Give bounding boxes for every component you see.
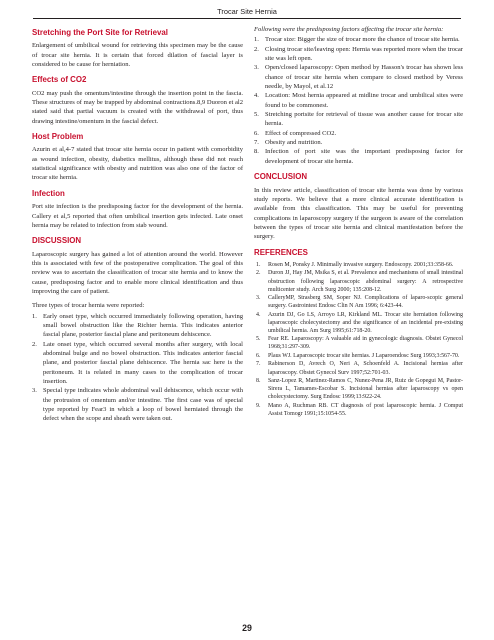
list-item: 2. Late onset type, which occurred several months after surgery, with local abdominal bulge and no bowel obstruction. This indicates anterior fascial plane, and posterior fascial plane dehiscence. The hernia sac here is the peritoneum. It is related in many cases to the complication of trocar insertion. (32, 340, 243, 385)
paragraph-discussion: Laparoscopic surgery has gained a lot of attention around the world. However this is associated with few of the postoperative complication. The goal of this review was to ascertain the classification of trocar site hernia and to know the cause, predisposing factor and to enable more clinical identification and thus improving the care of patient. (32, 250, 243, 295)
references-list (254, 261, 463, 418)
list-item: 4. Location: Most hernia appeared at midline trocar and umbilical sites were found to be commonest. (254, 92, 463, 109)
paragraph-host-problem: Azurin et al,4-7 stated that trocar site hernia occur in patient with comorbidity as wound infection, obesity, diabetics mellitus, although these did not reach statistical significance with obesity and nutrition was also one of the factor of trocar site hernia. (32, 146, 243, 182)
paragraph-infection: Port site infection is the predisposing factor for the development of the hernia. Callery et al,5 reported that often umbilical insertion gets infected. Late onset hernia may be related to infection from stab wound. (32, 203, 243, 229)
reference-item: 8. Sanz-Lopez R, Martinez-Ramos C, Nunez-Pena JR, Ruiz de Gopegui M, Pastor-Sirera L, Tamames-Escobar S. Incisional hernias after laparoscopy vs open cholecystectomy. Surg Endosc 1999;13:922-24. (256, 378, 463, 401)
list-item: 1. Trocar size: Bigger the size of trocar more the chance of trocar site hernia. (254, 36, 460, 44)
paragraph-factors-intro: Following were the predisposing factors affecting the trocar site hernia: (254, 26, 444, 33)
list-item: 1. Early onset type, which occurred immediately following operation, having small bowel obstruction like the Richter hernia. This indicates anterior fascial plane, posterior fascial plane and peritoneum dehiscence. (32, 312, 243, 339)
reference-item: 4. Azurin DJ, Go LS, Arroyo LR, Kirkland ML. Trocar site herniation following laparoscopic cholecystectomy and the significance of an incidental pre-existing umbilical hernia. Am Surg 1995;61:718-20. (256, 311, 463, 334)
list-item: 5. Stretching portsite for retrieval of tissue was another cause for trocar site hernia. (254, 111, 463, 128)
list-item: 2. Closing trocar site/leaving open: Hernia was reported more when the trocar site was left open. (254, 45, 463, 63)
reference-item: 1. Rosen M, Ponsky J. Minimally invasive surgery. Endoscopy. 2001;33:358-66. (256, 261, 454, 268)
list-item: 3. Open/closed laparoscopy: Open method by Hasson's trocar has shown less chance of trocar site hernia when compare to closed method by Veress needle, by Mayol, et al.12 (254, 64, 463, 91)
left-column (32, 25, 243, 430)
reference-item: 3. CalleryMP, Strasberg SM, Soper NJ. Complications of laparo-scopic general surgery. Gastrointest Endosc Clin N Am 1996; 6:423-44. (256, 295, 463, 310)
reference-item: 2. Duron JJ, Hay JM, Msika S, et al. Prevalence and mechanisms of small intestinal obstruction following laparoscopic abdominal surgery: A retrospective multicenter study. Arch Surg 2000; 135:208-12. (256, 270, 463, 293)
list-item: 8. Infection of port site was the important predisposing factor for development of trocar site hernia. (254, 148, 463, 165)
section-heading-host-problem: Host Problem (32, 132, 84, 142)
paragraph-conclusion: In this review article, classification of trocar site hernia was done by various study reports. We believe that a more clinical accurate identification is available from this classification. This may be useful for preventing complications in laparoscopy surgery if the surgeon is aware of the correlation between the types of trocar site hernia and clinical manifestation before the surgery. (254, 186, 463, 241)
header-rule (33, 18, 461, 19)
section-heading-stretching: Stretching the Port Site for Retrieval (32, 28, 168, 37)
reference-item: 6. Plaus WJ. Laparoscopic trocar site hernias. J Laparoendosc Surg 1993;3:567-70. (256, 352, 460, 359)
list-item: 6. Effect of compressed CO2. (254, 129, 337, 137)
section-heading-infection: Infection (32, 188, 65, 198)
reference-item: 9. Mano A, Ruchman RB. CT diagnosis of post laparoscopic hernia. J Comput Assist Tomogr 1991;15:1054-55. (256, 402, 463, 417)
section-heading-co2: Effects of CO2 (32, 75, 87, 85)
page-number: 29 (242, 623, 252, 633)
section-heading-conclusion: CONCLUSION (254, 172, 308, 182)
section-heading-references: REFERENCES (254, 247, 308, 257)
reference-item: 7. Rabinerson D, Avrech O, Neri A, Schoenfeld A. Incisional hernias after laparoscopy. Obstet Gynecol Surv 1997;52:701-03. (256, 361, 463, 376)
hernia-types-list (32, 312, 243, 424)
section-heading-discussion: DISCUSSION (32, 236, 82, 246)
reference-item: 5. Fear RE. Laparoscopy: A valuable aid in gynecologic diagnosis. Obstet Gynecol 1968;31:297-309. (256, 336, 463, 351)
paragraph-stretching: Enlargement of umbilical wound for retrieving this specimen may be the cause of trocar site hernia. It is certain that forced dilation of fascial layer is considered to be cause for herniation. (32, 42, 243, 69)
list-item: 3. Special type indicates whole abdominal wall dehiscence, which occur with the protrusion of omentum and/or intestine. The first case was of special type reported by Fear3 in which a loop of bowel herniated through the defect when the scope and sheath were taken out. (32, 387, 243, 423)
running-header: Trocar Site Hernia (217, 7, 277, 16)
predisposing-factors-list (254, 35, 463, 166)
right-column (254, 25, 463, 424)
list-item: 7. Obesity and nutrition. (254, 139, 323, 147)
paragraph-co2: CO2 may push the omentum/intestine through the insertion point in the fascia. These structures of may be trapped by abdominal contractions.8,9 Duoron et al2 stated said that partial vacuum is created with the withdrawal of port, thus drawing intestine/omentum in the fascial defect. (32, 89, 243, 125)
paragraph-types-intro: Three types of trocar hernia were reported: (32, 302, 145, 310)
